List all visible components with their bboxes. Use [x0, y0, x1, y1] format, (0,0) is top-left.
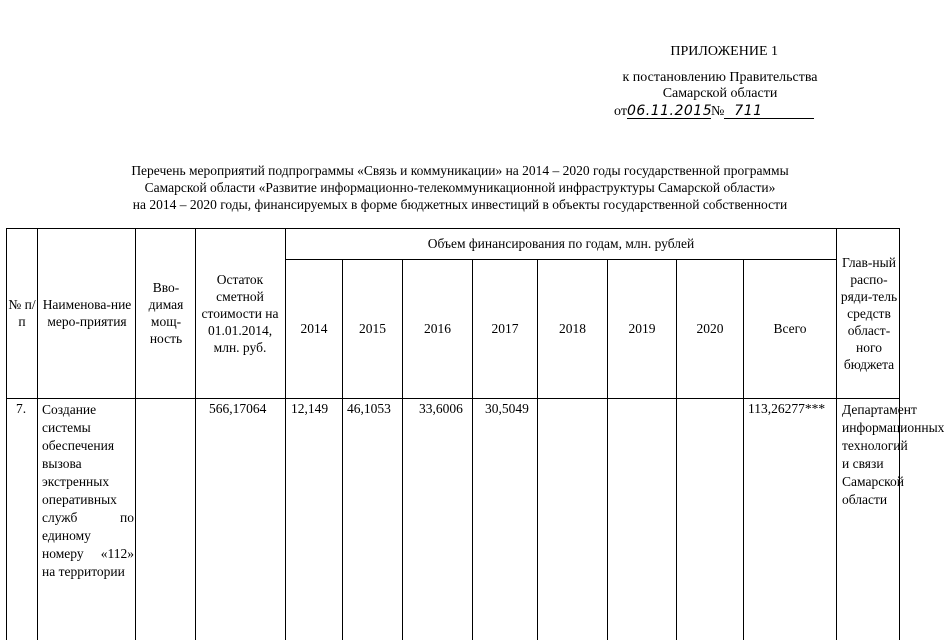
header-year: 2019	[628, 321, 656, 336]
handwritten-number: 711	[724, 104, 814, 119]
handwritten-date: 06.11.2015	[626, 103, 713, 119]
row-num: 7.	[16, 401, 27, 416]
row-value-2014: 12,149	[291, 401, 329, 416]
header-name: Наименова-ние меро-приятия	[42, 297, 132, 329]
row-value-2017: 30,5049	[485, 401, 529, 416]
header-total: Всего	[773, 321, 807, 336]
header-remainder: Остаток сметной стоимости на 01.01.2014, млн. руб.	[201, 271, 279, 355]
header-num: № п/п	[8, 297, 36, 329]
date-prefix: от	[614, 104, 627, 119]
header-year: 2017	[491, 321, 519, 336]
header-year: 2016	[424, 321, 451, 336]
document-title-line-1: Перечень мероприятий подпрограммы «Связь и коммуникации» на 2014 – 2020 годы государственной программы	[131, 163, 789, 178]
row-manager: Департамент информационных технологий и связи Самарской области	[842, 402, 944, 507]
document-title-line-2: Самарской области «Развитие информационно-телекоммуникационной инфраструктуры Самарской области»	[144, 180, 776, 195]
row-value-2016: 33,6006	[419, 401, 463, 416]
appendix-line-2: Самарской области	[662, 86, 778, 101]
row-remainder: 566,17064	[209, 401, 267, 416]
appendix-block	[600, 44, 840, 122]
appendix-title: ПРИЛОЖЕНИЕ 1	[670, 44, 778, 59]
header-year: 2018	[559, 321, 586, 336]
appendix-date-line	[614, 104, 840, 122]
row-total: 113,26277***	[748, 401, 826, 416]
header-year: 2020	[696, 321, 724, 336]
row-name: Создание системы обеспечения вызова экстренных оперативных служб по единому номеру «112» на территории	[42, 402, 134, 579]
grid-line	[195, 228, 196, 640]
grid-line	[135, 228, 136, 640]
header-year: 2015	[359, 321, 386, 336]
header-funding-group: Объем финансирования по годам, млн. рублей	[427, 236, 695, 251]
number-prefix: №	[710, 104, 725, 119]
row-value-2015: 46,1053	[347, 401, 391, 416]
grid-line	[836, 228, 837, 640]
grid-line	[6, 398, 900, 399]
grid-line	[37, 228, 38, 640]
header-capacity: Вво-димая мощ-ность	[148, 280, 184, 346]
header-manager: Глав-ный распо-ряди-тель средств област-ного бюджета	[840, 254, 898, 372]
appendix-line-1: к постановлению Правительства	[622, 70, 818, 85]
financing-table	[6, 228, 944, 640]
document-title-line-3: на 2014 – 2020 годы, финансируемых в форме бюджетных инвестиций в объекты государственной собственности	[132, 197, 788, 212]
document-title	[40, 162, 880, 213]
header-year: 2014	[300, 321, 328, 336]
